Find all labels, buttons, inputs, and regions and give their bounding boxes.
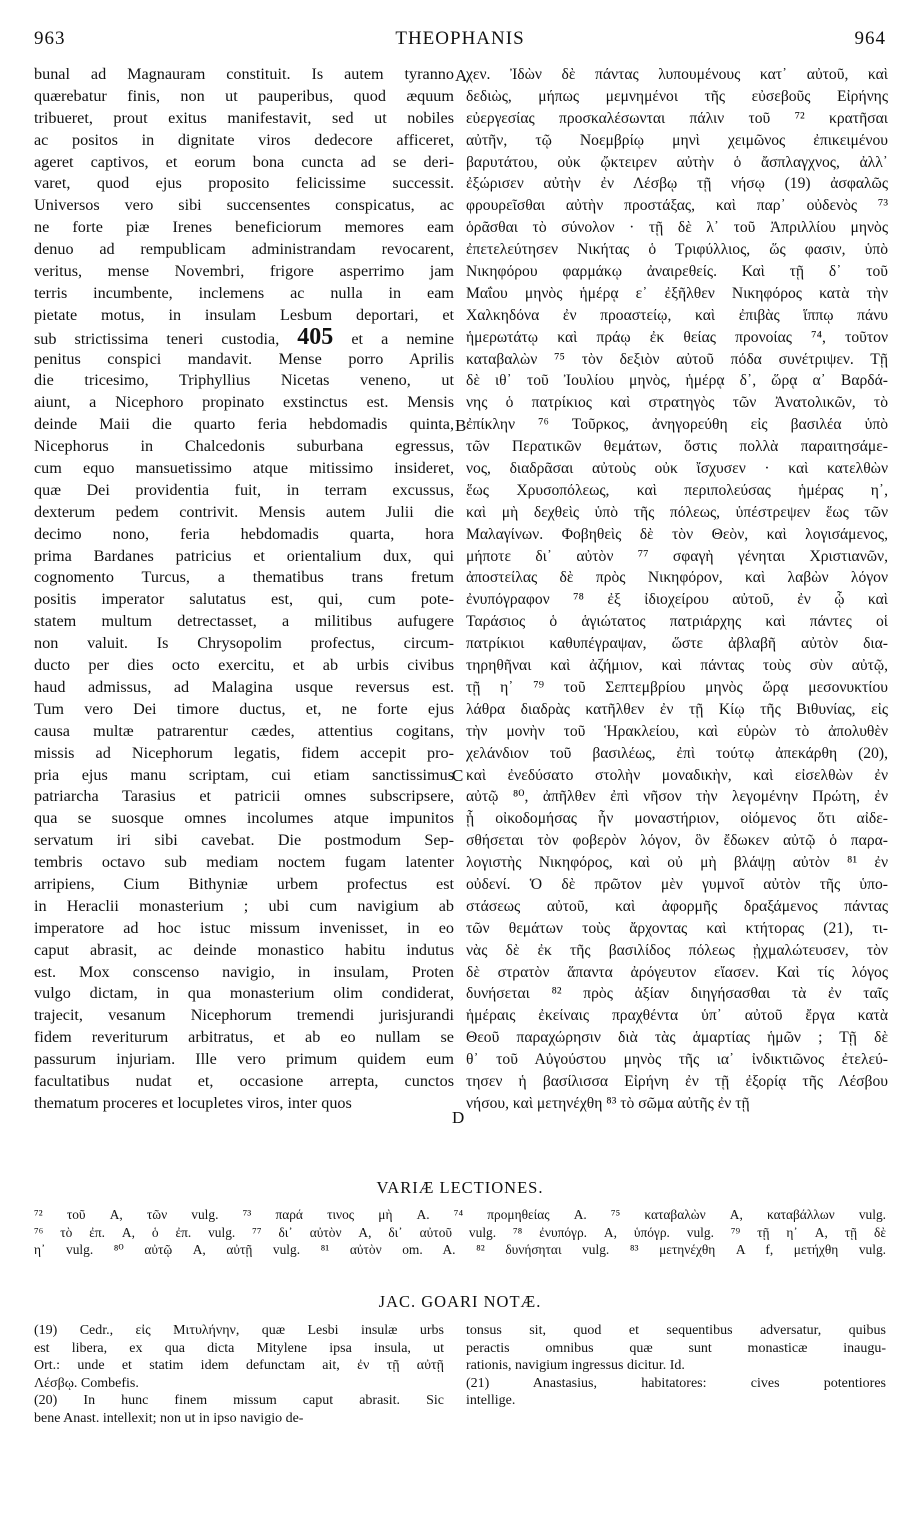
latin-text-line: fidem reveriturum arbitratus, et ab eo nullam se (34, 1028, 454, 1047)
latin-text-line: imperatore ad hoc istuc missum invenisset, in eo (34, 918, 454, 937)
greek-text-line: μήποτε δι᾽ αὐτὸν ⁷⁷ σφαγὴ γένηται Χριστιανῶν, (466, 547, 888, 565)
latin-text-line: ducto per dies octo exercitu, et ab urbis civibus (34, 656, 454, 675)
latin-text-line: sub strictissima teneri custodia, 405 et a nemine (34, 327, 454, 349)
latin-text-line: ac positos in dignitate viros dedecore afficeret, (34, 130, 454, 149)
greek-text-line: ἕως Χρυσοπόλεως, καὶ περιπολεύσας ἡμέρας η᾽, (466, 481, 888, 499)
latin-text-line: penitus conspici mandavit. Mense porro Aprilis (34, 349, 454, 368)
latin-text-line: veritus, mense Novembri, frigore asperrimo jam (34, 262, 454, 281)
greek-text-line: οὐδενί. Ὁ δὲ πρῶτον μὲν γυμνοῖ αὐτὸν τῆς ὑπο- (466, 875, 888, 893)
greek-text-column (466, 64, 888, 1115)
greek-text-line: ἐξώρισεν αὐτὴν ἐν Λέσβῳ τῇ νήσῳ (19) ἀσφαλῶς (466, 175, 888, 193)
greek-text-line: λογιστὴς Νικηφόρος, καὶ οὐ μὴ βλάψῃ αὐτὸν ⁸¹ ἐν (466, 854, 888, 872)
latin-text-line: varet, quod ejus proposito felicissime successit. (34, 174, 454, 193)
greek-text-line: ἐπετελεύτησεν Νικήτας ὁ Τριφύλλιος, ὥς φασιν, ὑπὸ (466, 241, 888, 259)
latin-text-line: dexterum pedem contrivit. Mensis autem Julii die (34, 502, 454, 521)
greek-text-line: καταβαλὼν ⁷⁵ τὸν δεξιὸν αὐτοῦ πόδα συνέτριψεν. Τῇ (466, 350, 888, 368)
latin-text-line: quærebatur finis, non ut pauperibus, quod æquum (34, 86, 454, 105)
latin-text-line: ageret captivos, et eorum bona cuncta ad se deri- (34, 152, 454, 171)
note-line: intellige. (466, 1393, 516, 1409)
notes-title: JAC. GOARI NOTÆ. (378, 1292, 542, 1311)
greek-text-line: αὐτῷ ⁸⁰, ἀπῆλθεν ἐπὶ νῆσον τὴν λεγομένην Πρώτη, ἐν (466, 788, 888, 806)
latin-text-line: missis ad Nicephorum legatis, fidem accepit pro- (34, 743, 454, 762)
greek-text-line: τησεν ἡ βασίλισσα Εἰρήνη ἐν τῇ ἐξορίᾳ τῆς Λέσβου (466, 1072, 888, 1090)
latin-text-line: arripiens, Cium Bithyniæ urbem profectus est (34, 874, 454, 893)
greek-text-line: νήσου, καὶ μετηνέχθη ⁸³ τὸ σῶμα αὐτῆς ἐν τῇ (466, 1094, 750, 1112)
latin-text-line: haud admissus, ad Malagina usque reversus est. (34, 677, 454, 696)
note-line: (21) Anastasius, habitatores: cives potentiores (466, 1375, 886, 1391)
greek-text-line: στάσεως αὐτοῦ, καὶ ἀφορμῆς δραξάμενος πάντας (466, 897, 888, 915)
latin-text-line: terris incumbente, inclemens ac nulla in eam (34, 283, 454, 302)
latin-text-line: caput abrasit, ac deinde monastico habitu indutus (34, 940, 454, 959)
greek-text-line: θ᾽ τοῦ Αὐγούστου μηνὸς τῆς ια᾽ ἰνδικτιῶνος ἐτελεύ- (466, 1051, 888, 1069)
variae-lectiones-title: VARIÆ LECTIONES. (376, 1178, 544, 1197)
greek-text-line: δὲ στρατὸν ἅπαντα ἀρόγευτον εἴασεν. Καὶ τίς λόγος (466, 963, 888, 981)
latin-text-line: denuo ad rempublicam administrandam revocarent, (34, 240, 454, 259)
greek-text-line: χεν. Ἰδὼν δὲ πάντας λυπουμένους κατ᾽ αὐτοῦ, καὶ (466, 66, 888, 83)
margin-letter-c: C (452, 766, 464, 785)
latin-text-line: cum equo mansuetissimo atque mitissimo insideret, (34, 459, 454, 478)
greek-text-line: καὶ μὴ δεχθεὶς ὑπὸ τῆς πόλεως, ὑπέστρεψεν ἕως τῶν (466, 503, 888, 521)
latin-text-line: tribueret, prout exitus manifestavit, sed ut nobiles (34, 108, 454, 127)
latin-text-line: statem multum detrectasset, a militibus aufugere (34, 612, 454, 631)
latin-text-line: aiunt, a Nicephoro propinato exstinctus est. Mensis (34, 393, 454, 412)
greek-text-line: βαρυτάτου, οὐκ ᾤκτειρεν αὐτὴν ὁ ἄσπλαγχνος, ἀλλ᾽ (466, 153, 888, 171)
latin-text-line: prima Bardanes patricius et orientalium dux, qui (34, 546, 454, 565)
note-line: bene Anast. intellexit; non ut in ipso navigio de- (34, 1410, 304, 1426)
margin-letter-d: D (452, 1108, 465, 1127)
latin-text-line: passurum injuriam. Ille vero primum quidem eum (34, 1050, 454, 1069)
greek-text-line: Νικηφόρου φαρμάκῳ ἀναιρεθείς. Καὶ τῇ δ᾽ τοῦ (466, 263, 888, 281)
greek-text-line: τῇ η᾽ ⁷⁹ τοῦ Σεπτεμβρίου μηνὸς ὥρᾳ μεσονυκτίου (466, 678, 888, 696)
page-number-left: 963 (34, 28, 66, 49)
greek-text-line: νης ὁ πατρίκιος καὶ στρατηγὸς τῶν Ἀνατολικῶν, τὸ (466, 394, 888, 412)
latin-text-line: positis imperator salutatus est, qui, cum pote- (34, 590, 454, 609)
latin-text-line: bunal ad Magnauram constituit. Is autem tyranno (34, 65, 454, 83)
latin-text-line: vulgo dictam, in qua monasterium olim condiderat, (34, 984, 454, 1003)
greek-text-line: Μαΐου μηνὸς ἡμέρᾳ ε᾽ ἐξῆλθεν Νικηφόρος κατὰ τὴν (466, 284, 888, 302)
notes-right-column (466, 1322, 886, 1410)
greek-text-line: εὐεργεσίας προσκαλέσωνται πάλιν τοῦ ⁷² κρατῆσαι (466, 109, 888, 127)
latin-text-line: servatum iri sibi cavebat. Die postmodum Sep- (34, 831, 454, 850)
note-line: est libera, ex qua dicta Mitylene ipsa insula, ut (34, 1340, 444, 1356)
greek-text-line: τῶν Περατικῶν θεμάτων, ὅστις πολλὰ παραιτησάμε- (466, 438, 888, 456)
greek-text-line: φρουρεῖσθαι αὐτὴν προστάξας, καὶ παρ᾽ οὐδενὸς ⁷³ (466, 197, 888, 215)
latin-text-line: non valuit. Is Chrysopolim profectus, circum- (34, 634, 454, 653)
greek-text-line: χελάνδιον τοῦ βασιλέως, ἐπὶ τούτῳ ἀπεκάρθη (20), (466, 744, 888, 762)
latin-text-line: pietate motus, in insulam Lesbum deportari, et (34, 305, 454, 324)
latin-text-line: Nicephorus in Chalcedonis suburbana egressus, (34, 437, 454, 456)
latin-text-line: deinde Maii die quarto feria hebdomadis quinta, (34, 415, 454, 434)
note-line: rationis, navigium ingressus dicitur. Id. (466, 1358, 685, 1374)
folio-marker: 405 (297, 326, 334, 349)
margin-letter-b: B (455, 416, 467, 435)
margin-letter-a: A (455, 66, 468, 85)
greek-text-line: νος, διαδρᾶσαι αὐτοὺς οὐκ ἴσχυσεν · καὶ κατελθὼν (466, 460, 888, 478)
latin-text-line: Tum vero Dei timore ductus, et, ne forte ejus (34, 699, 454, 718)
greek-text-line: δυνήσεται ⁸² πρὸς ἀξίαν διηγήσασθαι τὰ ἐν ταῖς (466, 985, 888, 1003)
greek-text-line: ᾗ οἰκοδομήσας ἦν μοναστήριον, οἰόμενος ὅτι αἰδε- (466, 810, 888, 828)
running-title: THEOPHANIS (395, 28, 525, 49)
latin-text-line: causa multæ patrarentur cædes, attentius cogitans, (34, 721, 454, 740)
greek-text-line: καὶ ἐνεδύσατο στολὴν μοναδικὴν, καὶ εἰσελθὼν ἐν (466, 766, 888, 784)
greek-text-line: ἡμερωτάτῳ καὶ πράῳ ἐκ θείας προνοίας ⁷⁴, τοῦτον (466, 328, 888, 346)
latin-text-line: Universos vero sibi succensentes conspicatus, ac (34, 196, 454, 215)
greek-text-line: δὲ ιθ᾽ τοῦ Ἰουλίου μηνὸς, ἡμέρᾳ δ᾽, ὥρᾳ α᾽ Βαρδά- (466, 372, 888, 390)
greek-text-line: ἐπίκλην ⁷⁶ Τοῦρκος, ἀνηγορεύθη εἰς βασιλέα ὑπὸ (466, 416, 888, 434)
latin-text-line: facultatibus nudat et, occasione arrepta, cunctos (34, 1071, 454, 1090)
greek-text-line: τηρηθῆναι καὶ ἀζήμιον, καὶ πάντας τοὺς σὺν αὐτῷ, (466, 657, 888, 675)
variant-reading-line: η᾽ vulg. ⁸⁰ αὐτῷ A, αὐτῇ vulg. ⁸¹ αὐτὸν om. A. ⁸² δυνήσηται vulg. ⁸³ μετηνέχθη A f, μετήχθη vulg. (34, 1242, 886, 1257)
note-line: (19) Cedr., εἰς Μιτυλήνην, quæ Lesbi insulæ urbs (34, 1323, 444, 1338)
latin-text-fragment: et a nemine (333, 329, 454, 348)
greek-text-line: τῶν θεμάτων τοὺς ἄρχοντας καὶ κτήτορας (21), τι- (466, 919, 888, 937)
latin-text-line: ne forte piæ Irenes beneficiorum memores eam (34, 218, 454, 237)
note-line: (20) In hunc finem missum caput abrasit. Sic (34, 1393, 444, 1409)
greek-text-line: ἡμέραις ἐκείναις πραχθέντα ὑπ᾽ αὐτοῦ ἔργα κατὰ (466, 1007, 888, 1025)
greek-text-line: Χαλκηδόνα ἐν προαστείῳ, καὶ ἐπιβὰς ἵππῳ πάνυ (466, 306, 888, 324)
greek-text-line: νὰς δὲ ἐκ τῆς βασιλίδος πόλεως ᾐχμαλώτευσεν, τὸν (466, 941, 888, 959)
greek-text-line: τὴν μονὴν τοῦ Ἡρακλείου, καὶ εὑρὼν τὸ ἀπολυθὲν (466, 722, 888, 740)
latin-text-line: cognomento Turcus, a thematibus trans fretum (34, 568, 454, 587)
greek-text-line: πατρίκιοι καθυπέγραψαν, ὥστε ἀβλαβῆ αὐτὸν δια- (466, 635, 888, 653)
variant-reading-line: ⁷² τοῦ A, τῶν vulg. ⁷³ παρά τινος μὴ A. ⁷⁴ προμηθείας A. ⁷⁵ καταβαλὼν A, καταβάλλων vulg. (34, 1207, 886, 1222)
latin-text-line: patriarcha Tarasius et patricii omnes subscripsere, (34, 787, 454, 806)
greek-text-line: αὐτῆν, τῷ Νοεμβρίῳ μηνὶ χειμῶνος ἐπικειμένου (466, 131, 888, 149)
latin-text-line: thematum proceres et locupletes viros, inter quos (34, 1093, 352, 1112)
notes-left-column (34, 1322, 444, 1428)
note-line: peractis omnibus quæ sunt monasticæ inaugu- (466, 1340, 886, 1356)
page-number-right: 964 (854, 28, 886, 49)
latin-text-line: est. Mox conscenso navigio, in insulam, Proten (34, 962, 454, 981)
latin-text-column (34, 64, 454, 1115)
latin-text-line: quæ Dei providentia fuit, in terram excussus, (34, 480, 454, 499)
greek-text-line: σθήσεται τὸν φοβερὸν λόγον, ὃν ἔδωκεν αὐτῷ ὁ παρα- (466, 832, 888, 850)
latin-text-line: pria ejus manu scriptam, cui etiam sanctissimus (34, 765, 454, 784)
latin-text-line: qua se suosque omnes incolumes atque impunitos (34, 809, 454, 828)
greek-text-line: Μαλαγίνων. Φοβηθεὶς δὲ τὸν Θεὸν, καὶ λογισάμενος, (466, 525, 888, 543)
latin-text-line: tembris octavo sub mediam noctem fugam latenter (34, 853, 454, 872)
greek-text-line: Θεοῦ παραχώρησιν διὰ τὰς ἁμαρτίας ἡμῶν ; Τῇ δὲ (466, 1029, 888, 1047)
latin-text-line: in Heraclii monasterium ; ubi cum navigium ab (34, 896, 454, 915)
note-line: Λέσβῳ. Combefis. (34, 1375, 139, 1391)
greek-text-line: ὁρᾶσθαι τὸ σύνολον · τῇ δὲ λ᾽ τοῦ Ἀπριλλίου μηνὸς (466, 219, 888, 237)
variant-reading-line: ⁷⁶ τὸ ἐπ. A, ὁ ἐπ. vulg. ⁷⁷ δι᾽ αὐτὸν A, δι᾽ αὐτοῦ vulg. ⁷⁸ ἐνυπόγρ. A, ὑπόγρ. vulg. ⁷⁹ τῇ η᾽ A, τῇ δὲ (34, 1224, 886, 1240)
latin-text-line: decimo nono, feria hebdomadis quarta, hora (34, 524, 454, 543)
greek-text-line: δεδιὼς, μήπως μεμνημένοι τῆς εὐσεβοῦς Εἰρήνης (466, 87, 888, 105)
greek-text-line: λάθρα διαδρὰς κατῆλθεν ἐν τῇ Κίῳ τῆς Βιθυνίας, εἰς (466, 700, 888, 718)
greek-text-line: ἀποστείλας δὲ πρὸς Νικηφόρον, καὶ λαβὼν λόγον (466, 569, 888, 587)
variae-lectiones (34, 1206, 886, 1259)
greek-text-line: Ταράσιος ὁ ἁγιώτατος πατριάρχης καὶ πάντες οἱ (466, 613, 888, 631)
note-line: Ort.: unde et statim idem defunctam ait, ἐν τῇ αὐτῇ (34, 1358, 444, 1374)
latin-text-line: die tricesimo, Triphyllius Nicetas veneno, ut (34, 371, 454, 390)
greek-text-line: ἐνυπόγραφον ⁷⁸ ἐξ ἰδιοχείρου αὐτοῦ, ἐν ᾧ καὶ (466, 591, 888, 609)
latin-text-line: trajecit, vesanum Nicephorum tremendi jurisjurandi (34, 1006, 454, 1025)
note-line: tonsus sit, quod et sequentibus adversatur, quibus (466, 1323, 886, 1338)
